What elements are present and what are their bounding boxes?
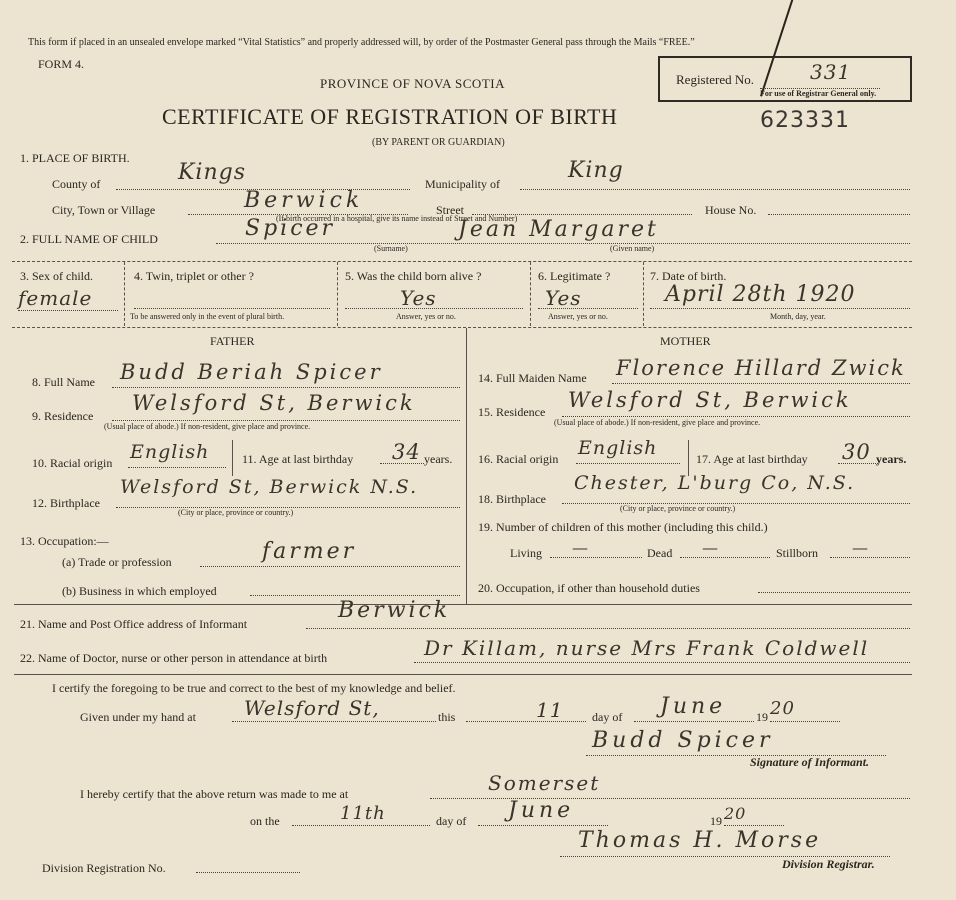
registrar-signature: Thomas H. Morse (578, 828, 822, 853)
mother-name-label: 14. Full Maiden Name (478, 371, 587, 385)
province-heading: PROVINCE OF NOVA SCOTIA (320, 76, 505, 91)
division-registrar-caption: Division Registrar. (782, 857, 875, 871)
given-this-label: this (438, 710, 456, 724)
legitimate-answer-note: Answer, yes or no. (548, 312, 608, 321)
dob-note: Month, day, year. (770, 312, 826, 321)
city-value: Berwick (244, 188, 364, 213)
father-residence-value: Welsford St, Berwick (132, 391, 416, 415)
legitimate-value: Yes (545, 286, 582, 310)
father-birthplace-value: Welsford St, Berwick N.S. (120, 476, 419, 498)
given-name-value: Jean Margaret (458, 217, 659, 242)
municipality-value: King (568, 158, 624, 183)
mother-residence-label: 15. Residence (478, 405, 546, 419)
informant-label: 21. Name and Post Office address of Informant (20, 617, 248, 631)
mother-race-value: English (578, 437, 658, 459)
page-subtitle: (BY PARENT OR GUARDIAN) (372, 137, 505, 148)
division-registration-no-label: Division Registration No. (42, 861, 166, 875)
father-name-value: Budd Beriah Spicer (120, 360, 383, 384)
trade-label: (a) Trade or profession (62, 555, 172, 569)
trade-value: farmer (262, 539, 357, 564)
father-residence-note: (Usual place of abode.) If non-resident, give place and province. (104, 422, 311, 431)
mother-race-label: 16. Racial origin (478, 452, 559, 466)
registered-note: For use of Registrar General only. (760, 89, 877, 98)
given-month-value: June (660, 694, 727, 719)
mother-years-label: years. (876, 452, 907, 466)
father-heading: FATHER (210, 334, 255, 348)
returned-at-value: Somerset (488, 771, 601, 795)
registration-stamp-number: 623331 (760, 108, 850, 133)
municipality-label: Municipality of (425, 177, 500, 191)
on-year-value: 20 (724, 804, 747, 823)
mother-heading: MOTHER (660, 334, 711, 348)
alive-label: 5. Was the child born alive ? (345, 269, 482, 283)
mother-age-value: 30 (842, 440, 871, 464)
father-residence-label: 9. Residence (32, 409, 94, 423)
father-years-label: years. (424, 452, 453, 466)
surname-caption: (Surname) (374, 244, 408, 253)
father-race-value: English (130, 441, 210, 463)
street-label: Street (436, 203, 464, 217)
hereby-certify-label: I hereby certify that the above return was made to me at (80, 787, 349, 801)
alive-value: Yes (400, 286, 437, 310)
surname-value: Spicer (245, 216, 336, 241)
dob-value: April 28th 1920 (665, 282, 856, 307)
father-name-label: 8. Full Name (32, 375, 95, 389)
doctor-label: 22. Name of Doctor, nurse or other person in attendance at birth (20, 651, 328, 665)
twin-label: 4. Twin, triplet or other ? (134, 269, 254, 283)
occupation-label: 13. Occupation:— (20, 534, 109, 548)
given-at-value: Welsford St, (244, 696, 380, 720)
twin-note: To be answered only in the event of plural birth. (130, 312, 285, 321)
doctor-value: Dr Killam, nurse Mrs Frank Coldwell (424, 636, 870, 660)
informant-signature: Budd Spicer (592, 728, 774, 753)
registered-label: Registered No. (676, 72, 754, 87)
living-label: Living (510, 546, 542, 560)
mother-residence-note: (Usual place of abode.) If non-resident, give place and province. (554, 418, 761, 427)
father-birthplace-label: 12. Birthplace (32, 496, 100, 510)
business-label: (b) Business in which employed (62, 584, 217, 598)
given-under-label: Given under my hand at (80, 710, 196, 724)
postal-notice: This form if placed in an unsealed envelope marked “Vital Statistics” and properly addressed will, by order of the Postmaster General pass through the Mails “FREE.” (28, 37, 695, 48)
on-day-value: 11th (340, 803, 386, 824)
form-number: FORM 4. (38, 57, 85, 71)
place-of-birth-label: 1. PLACE OF BIRTH. (20, 151, 130, 165)
mother-residence-value: Welsford St, Berwick (568, 388, 852, 412)
stillborn-value: — (852, 538, 869, 557)
certify-statement: I certify the foregoing to be true and correct to the best of my knowledge and belief. (52, 681, 456, 695)
given-day-value: 11 (536, 698, 564, 722)
signature-informant-caption: Signature of Informant. (750, 755, 870, 769)
legitimate-label: 6. Legitimate ? (538, 269, 611, 283)
hospital-note: (If birth occurred in a hospital, give its name instead of Street and Number) (276, 214, 518, 223)
alive-answer-note: Answer, yes or no. (396, 312, 456, 321)
given-name-caption: (Given name) (610, 244, 655, 253)
registered-number: 331 (810, 60, 852, 84)
dead-label: Dead (647, 546, 673, 560)
mother-birthplace-label: 18. Birthplace (478, 492, 546, 506)
full-name-label: 2. FULL NAME OF CHILD (20, 232, 158, 246)
county-value: Kings (178, 160, 247, 185)
living-value: — (572, 538, 589, 557)
city-label: City, Town or Village (52, 203, 156, 217)
on-month-value: June (508, 798, 575, 823)
county-label: County of (52, 177, 101, 191)
dead-value: — (702, 538, 719, 557)
page-title: CERTIFICATE OF REGISTRATION OF BIRTH (162, 104, 618, 129)
on-day-of-label: day of (436, 814, 467, 828)
father-age-value: 34 (392, 440, 421, 464)
mother-name-value: Florence Hillard Zwick (616, 356, 906, 380)
given-day-of-label: day of (592, 710, 623, 724)
dob-label: 7. Date of birth. (650, 269, 727, 283)
mother-birthplace-value: Chester, L'burg Co, N.S. (574, 472, 856, 494)
children-label: 19. Number of children of this mother (including this child.) (478, 520, 768, 534)
stillborn-label: Stillborn (776, 546, 819, 560)
mother-age-label: 17. Age at last birthday (696, 452, 808, 466)
mother-birthplace-note: (City or place, province or country.) (620, 504, 736, 513)
given-year-value: 20 (770, 698, 795, 719)
house-no-label: House No. (705, 203, 757, 217)
father-age-label: 11. Age at last birthday (242, 452, 354, 466)
informant-value: Berwick (338, 598, 451, 623)
sex-label: 3. Sex of child. (20, 269, 93, 283)
on-the-label: on the (250, 814, 280, 828)
father-birthplace-note: (City or place, province or country.) (178, 508, 294, 517)
given-year-prefix: 19 (756, 710, 768, 724)
sex-value: female (18, 286, 93, 310)
father-race-label: 10. Racial origin (32, 456, 113, 470)
mother-occupation-label: 20. Occupation, if other than household duties (478, 581, 700, 595)
on-year-prefix: 19 (710, 814, 722, 828)
